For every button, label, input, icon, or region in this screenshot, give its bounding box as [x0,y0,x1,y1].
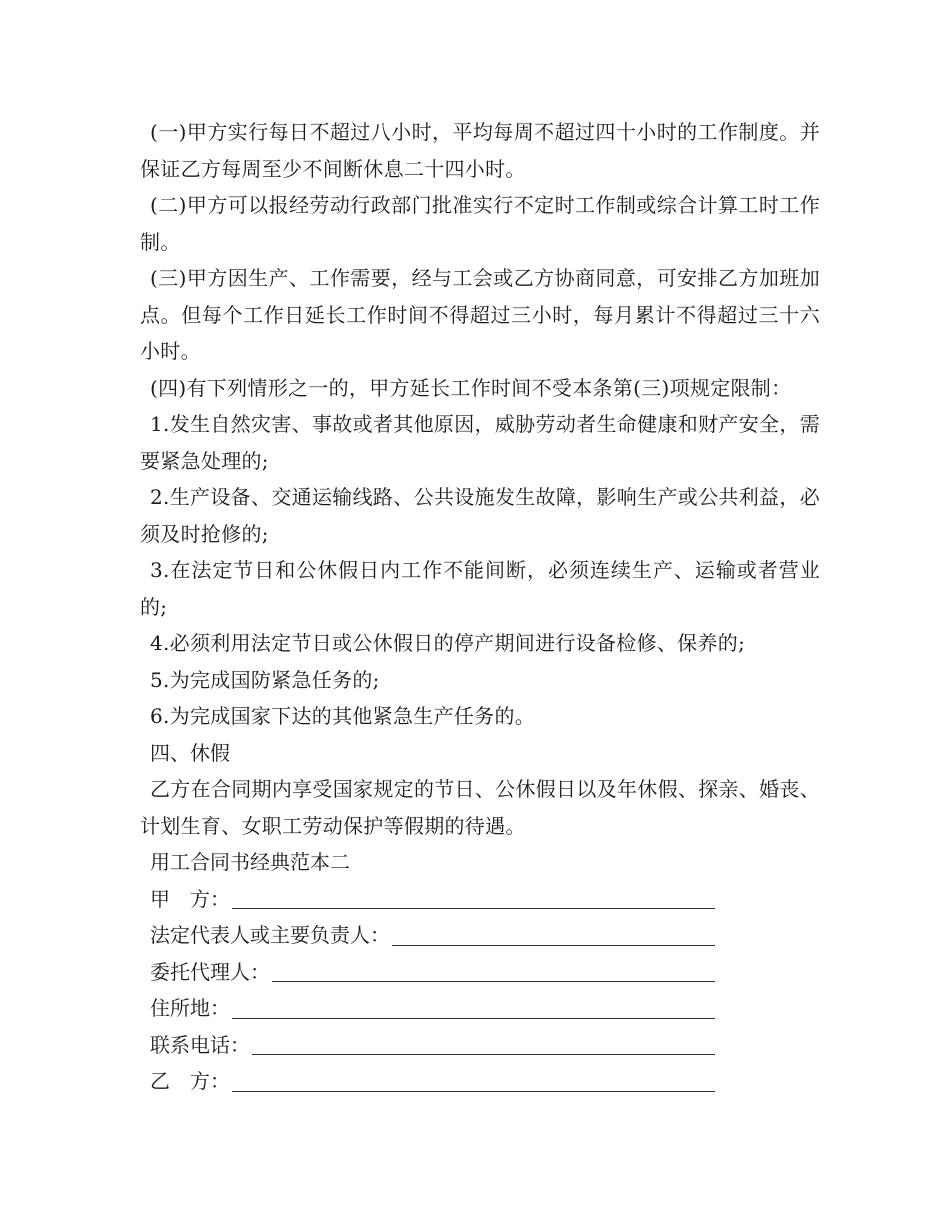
field-agent [140,954,715,991]
list-item-1: 1.发生自然灾害、事故或者其他原因，威胁劳动者生命健康和财产安全，需要紧急处理的; [140,412,820,473]
field-legal-representative [140,917,715,954]
fill-in-line [232,907,715,909]
document-page [140,114,820,1100]
clause-paragraph-2: (二)甲方可以报经劳动行政部门批准实行不定时工作制或综合计算工时工作制。 [140,193,820,254]
list-item-5: 5.为完成国防紧急任务的; [150,667,380,692]
fill-in-line [232,1090,715,1092]
field-label: 委托代理人： [150,959,270,984]
template-title: 用工合同书经典范本二 [150,850,350,874]
fill-in-line [252,1053,715,1055]
field-party-a [140,881,715,918]
fill-in-line [392,944,715,946]
field-address [140,990,715,1027]
field-label: 法定代表人或主要负责人： [150,923,390,947]
field-phone [140,1027,715,1064]
fill-in-line [232,1017,715,1019]
field-label: 联系电话： [150,1032,250,1057]
field-label: 乙 方： [150,1069,230,1093]
clause-paragraph-3: (三)甲方因生产、工作需要，经与工会或乙方协商同意，可安排乙方加班加点。但每个工作日延长工作时间不得超过三小时，每月累计不得超过三十六小时。 [140,266,820,363]
section-heading-vacation: 四、休假 [150,740,230,765]
list-item-4: 4.必须利用法定节日或公休假日的停产期间进行设备检修、保养的; [150,631,746,655]
clause-paragraph-1: (一)甲方实行每日不超过八小时，平均每周不超过四十小时的工作制度。并保证乙方每周至少不间断休息二十四小时。 [140,120,820,181]
list-item-3: 3.在法定节日和公休假日内工作不能间断，必须连续生产、运输或者营业的; [140,558,820,619]
field-party-b [140,1063,715,1100]
clause-paragraph-4: (四)有下列情形之一的，甲方延长工作时间不受本条第(三)项规定限制： [150,375,792,400]
list-item-2: 2.生产设备、交通运输线路、公共设施发生故障，影响生产或公共利益，必须及时抢修的; [140,485,820,546]
field-label: 住所地： [150,996,230,1020]
vacation-paragraph: 乙方在合同期内享受国家规定的节日、公休假日以及年休假、探亲、婚丧、计划生育、女职工劳动保护等假期的待遇。 [140,777,820,838]
fill-in-line [272,980,715,982]
list-item-6: 6.为完成国家下达的其他紧急生产任务的。 [150,704,536,728]
field-label: 甲 方： [150,886,230,911]
